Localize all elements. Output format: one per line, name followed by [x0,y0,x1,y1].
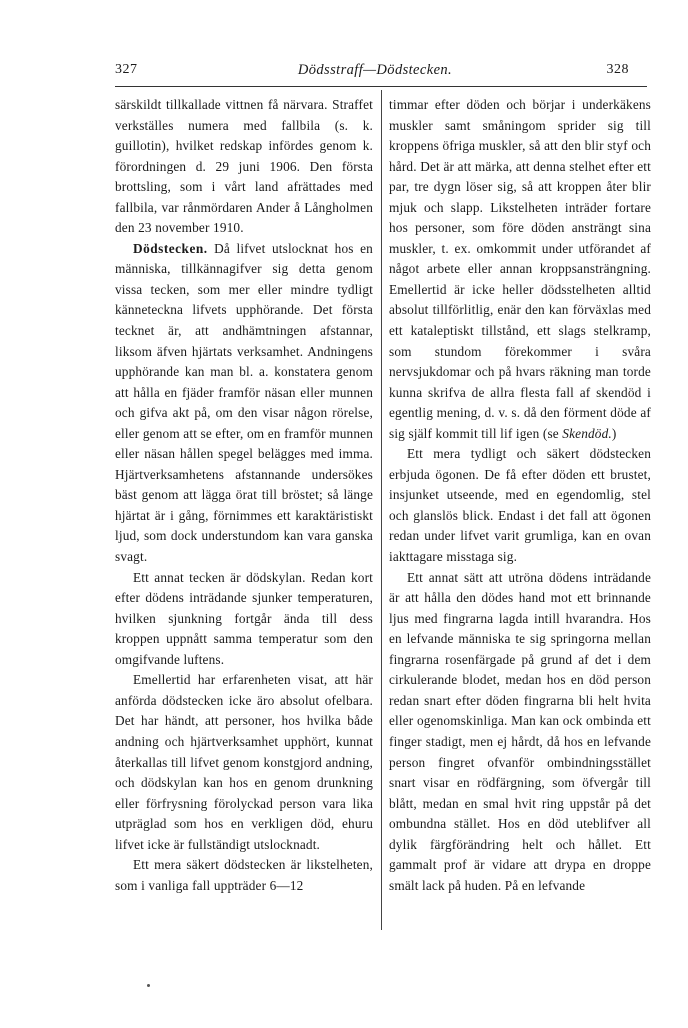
paragraph [389,95,651,444]
paragraph: Ett mera tydligt och säkert dödstecken erbjuda ögonen. De få efter döden ett brustet, insjunket utseende, med en egendomlig, stel och glanslös blick. Endast i det fall att ögonen redan under lifvet varit grumliga, kan en ovan iakttagare misstaga sig. [389,446,651,565]
paragraph-end: ) [611,425,617,441]
paragraph: Emellertid har erfarenheten visat, att här anförda dödstecken icke äro absolut ofelbara. Det har händt, att personer, hos hvilka både andning och hjärtverksamhet upphört, kunnat återkallas till lifvet genom konstgjord andning, och dödskylan kan hos en genom drunkning eller förfrysning förolyckad person vara lika utpräglad som hos en verkligen död, ehuru lifvet icke är fullständigt utslocknadt. [115,672,373,852]
paragraph: Ett annat tecken är dödskylan. Redan kort efter dödens inträdande sjunker temperaturen, hvilken sjunkning fortgår ända till dess kroppen uppnått samma temperatur som den omgifvande luftens. [115,569,373,667]
page-number-right: 328 [606,62,629,77]
header-rule [115,86,647,87]
cross-reference: Skendöd. [562,425,612,441]
paragraph: Ett annat sätt att utröna dödens inträdande är att hålla den dödes hand mot ett brinnande ljus med fingrarna lagda intill hvarandra. Hos en lefvande människa te sig springorna mellan fingrarna rosenfärgade på grund af det i dem cirkulerande blodet, medan hos en död person redan snart efter döden fingrarna bli helt hvita eller ogenomskinliga. Man kan ock ombinda ett finger stadigt, men ej hårdt, då hos en lefvande person fingret ofvanför ombindningsstället snart visar en rödfärgning, som öfvergår till blått, medan en smal hvit ring uppstår på det ombundna stället. Hos en död uteblifver all dylik färgförändring helt och hållet. Ett gammalt prof är vidare att drypa en droppe smält lack på huden. På en lefvande [389,569,651,893]
entry-body: Då lifvet utslocknat hos en människa, tillkännagifver sig detta genom vissa tecken, som mer eller mindre tydligt känneteckna lifvets upphörande. Det första tecknet är, att andhämtningen afstannar, liksom äfven hjärtats verksamhet. Andningens upphörande kan man bl. a. konstatera genom att hålla en fjäder framför näsan eller munnen och gifva akt på, om den visar någon rörelse, eller genom att se efter, om en framför munnen eller näsan hållen spegel belägges med imma. Hjärtverksamhetens afstannande undersökes bäst genom att lägga örat till bröstet; så länge hjärtat är i gång, förnimmes ett karaktäristiskt ljud, som dock understundom kan vara ganska svagt. [115,240,373,565]
paragraph: särskildt tillkallade vittnen få närvara. Straffet verkställes numera med fallbila (s. k. guillotin), hvilket redskap infördes genom k. förordningen d. 29 juni 1906. Den första brottsling, som i vårt land afrättades med fallbila, var rånmördaren Ander å Långholmen den 23 november 1910. [115,97,373,236]
page-number-left: 327 [115,62,138,77]
running-header [115,62,635,84]
left-column [115,95,373,896]
paragraph-text: timmar efter döden och börjar i underkäkens muskler samt småningom sprider sig till kroppens öfriga muskler, så att den blir styf och hård. Det är att märka, att denna stelhet efter ett par, tre dygn löser sig, så att kroppen åter blir mjuk och slapp. Likstelheten inträder fortare hos personer, som före döden ansträngt sina muskler, t. ex. omkommit under utförandet af något arbete eller annan kroppsansträngning. Emellertid är icke heller dödsstelheten alltid absolut tillförlitlig, enär den kan förväxlas med ett kataleptiskt tillstånd, ett slags stelkramp, som stundom förekommer i svåra nervsjukdomar och på hvars räkning man torde kunna skrifva de allra flesta fall af skendöd i egentlig mening, d. v. s. då den förment döde af sig själf kommit till lif igen (se [389,97,651,441]
entry-headword: Dödstecken. [133,240,208,256]
running-title: Dödsstraff—Dödstecken. [297,62,453,78]
print-speck [147,984,150,987]
paragraph: Ett mera säkert dödstecken är likstelheten, som i vanliga fall uppträder 6—12 [115,857,373,893]
entry-dodstecken [115,239,373,568]
right-column [389,95,651,896]
column-divider [381,90,382,930]
